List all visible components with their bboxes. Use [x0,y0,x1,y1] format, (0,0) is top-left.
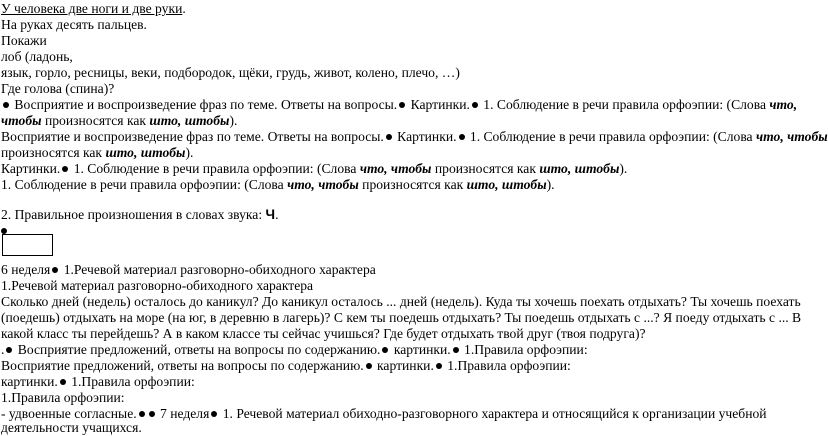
para-line1: Сколько дней (недель) осталось до каникул? До каникул осталось ... дней (недель). Куда ты хочешь поехать отдыхать? Ты хочешь поехать [1,294,801,309]
block6-line: Восприятие предложений, ответы на вопросы по содержанию. картинки. 1.Правила орфоэпии: [1,358,571,373]
answer-box [2,234,53,256]
bullet-icon [3,102,9,108]
bullet-icon [60,379,66,385]
bullet-icon [62,166,68,172]
bullet-icon [211,411,217,417]
bullet-icon [382,347,388,353]
task2-line: 2. Правильное произношения в словах звука: Ч. [1,207,279,222]
bullet-icon [1,228,7,234]
line-1: У человека две ноги и две руки. [1,1,186,16]
line-4: лоб (ладонь, [1,49,73,64]
para-line3: какой класс ты перейдешь? А в каком классе ты сейчас учишься? Где будет отдыхать твой друг (твоя подруга)? [1,326,646,341]
bullet-icon [453,347,459,353]
underlined-sentence: У человека две ноги и две руки [1,1,183,16]
week6-line2: 1.Речевой материал разговорно-обиходного характера [1,278,314,293]
block3-line: Картинки. 1. Соблюдение в речи правила орфоэпии: (Слова что, чтобы произносятся как што, штобы). [1,161,628,176]
bullet-icon [472,102,478,108]
bullet-icon [399,102,405,108]
line-6: Где голова (спина)? [1,81,115,96]
block2-line2: произносятся как што, штобы). [1,145,194,160]
block1-line2: чтобы произносятся как што, штобы). [1,113,238,128]
line-2: На руках десять пальцев. [1,17,147,32]
bullet-icon [459,134,465,140]
bullet-icon [6,347,12,353]
block8-line: 1.Правила орфоэпии: [1,390,125,405]
line-5: язык, горло, ресницы, веки, подбородок, щёки, грудь, живот, колено, плечо, …) [1,65,460,80]
block7-line: картинки. 1.Правила орфоэпии: [1,374,195,389]
block2-line1: Восприятие и воспроизведение фраз по теме. Ответы на вопросы. Картинки. 1. Соблюдение в речи правила орфоэпии: (Слова что, чтобы [1,129,828,144]
last-line1: - удвоенные согласные. 7 неделя 1. Речевой материал обиходно-разговорного характера и относящийся к организации учебной [1,406,767,421]
bullet-icon [436,363,442,369]
week6-line1: 6 неделя 1.Речевой материал разговорно-обиходного характера [1,262,376,277]
para-line2: (поедешь) отдыхать на море (на юг, в деревню в лагерь)? С кем ты поедешь отдыхать? Ты поедешь отдыхать с ...? Я поеду отдыхать с ... В [1,310,802,325]
last-line2: деятельности учащихся. [1,420,142,435]
bullet-icon [139,411,145,417]
block5-line: . Восприятие предложений, ответы на вопросы по содержанию. картинки. 1.Правила орфоэпии: [1,342,588,357]
line-3: Покажи [1,33,47,48]
bullet-icon [52,267,58,273]
bullet-icon [366,363,372,369]
block1-line1: Восприятие и воспроизведение фраз по теме. Ответы на вопросы. Картинки. 1. Соблюдение в речи правила орфоэпии: (Слова что, [1,96,797,113]
bullet-icon [149,411,155,417]
bullet-icon [386,134,392,140]
block4-line: 1. Соблюдение в речи правила орфоэпии: (Слова что, чтобы произносятся как што, штобы). [1,177,555,192]
